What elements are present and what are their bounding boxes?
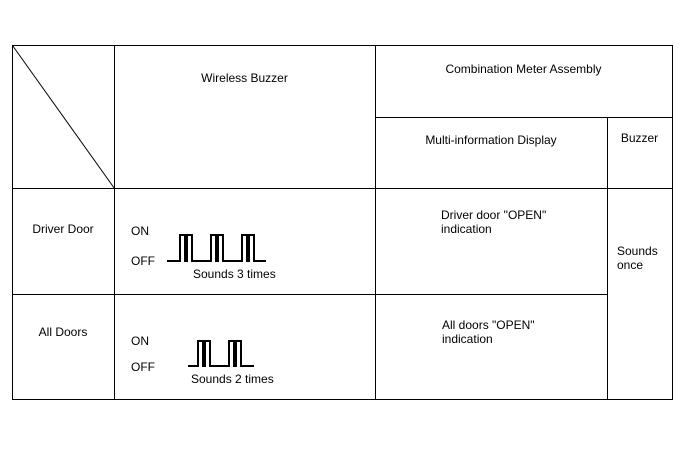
signal-off-label: OFF bbox=[131, 254, 155, 268]
row-label-all-doors: All Doors bbox=[38, 325, 88, 339]
buzzer-result-line1: Sounds bbox=[617, 244, 658, 258]
all-doors-buzzer-waveform bbox=[188, 341, 254, 366]
signal-on-label: ON bbox=[131, 334, 149, 348]
all-doors-display-line1: All doors "OPEN" bbox=[442, 318, 535, 332]
row-label-driver-door: Driver Door bbox=[32, 222, 94, 236]
driver-door-buzzer-caption: Sounds 3 times bbox=[193, 267, 276, 281]
corner-diagonal bbox=[13, 46, 115, 189]
signal-off-label: OFF bbox=[131, 360, 155, 374]
all-doors-buzzer-caption: Sounds 2 times bbox=[191, 372, 274, 386]
header-combination-meter: Combination Meter Assembly bbox=[445, 62, 602, 76]
driver-door-display-line2: indication bbox=[441, 222, 492, 236]
header-buzzer: Buzzer bbox=[620, 131, 659, 145]
all-doors-display-line2: indication bbox=[442, 332, 493, 346]
driver-door-display-line1: Driver door "OPEN" bbox=[441, 208, 547, 222]
driver-door-buzzer-waveform bbox=[167, 235, 266, 261]
signal-on-label: ON bbox=[131, 224, 149, 238]
header-wireless-buzzer: Wireless Buzzer bbox=[201, 71, 288, 85]
header-multi-info-display: Multi-information Display bbox=[425, 133, 557, 147]
buzzer-result-line2: once bbox=[617, 258, 644, 272]
